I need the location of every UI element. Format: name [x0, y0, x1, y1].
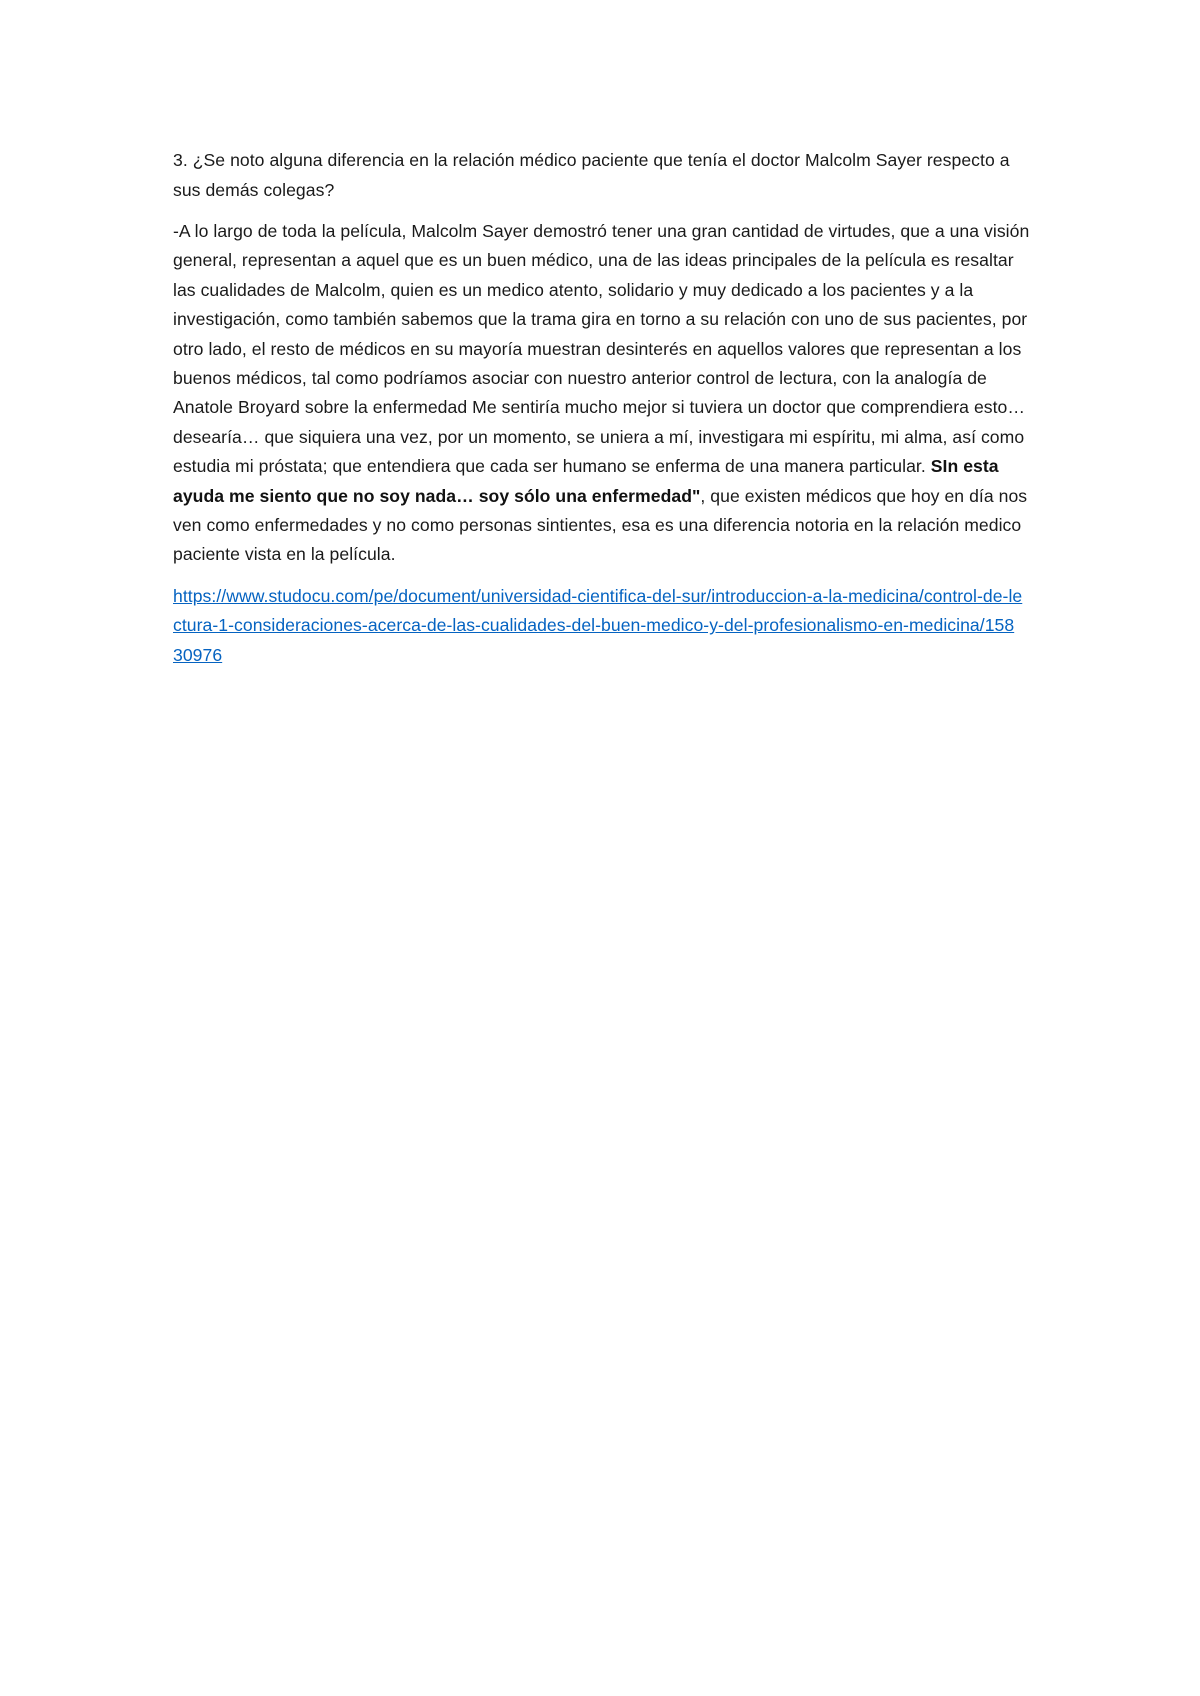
answer-paragraph — [173, 217, 1033, 570]
question-paragraph: 3. ¿Se noto alguna diferencia en la relación médico paciente que tenía el doctor Malcolm Sayer respecto a sus demás colegas? — [173, 150, 1010, 200]
answer-bold-quote: SIn esta ayuda me siento que no soy nada… soy sólo una enfermedad" — [173, 456, 999, 506]
source-link[interactable]: https://www.studocu.com/pe/document/universidad-cientifica-del-sur/introduccion-a-la-medicina/control-de-lectura-1-consideraciones-acerca-de-las-cualidades-del-buen-medico-y-del-profesionalismo-en-medicina/15830976 — [173, 585, 1023, 665]
document-body — [173, 146, 1033, 670]
answer-text-conclusion: , que existen médicos que hoy en día nos ven como enfermedades y no como personas sintientes, esa es una diferencia notoria en la relación medico paciente vista en la película. — [173, 485, 1028, 565]
answer-text-intro: -A lo largo de toda la película, Malcolm Sayer demostró tener una gran cantidad de virtudes, que a una visión general, representan a aquel que es un buen médico, una de las ideas principales de la película es resaltar las cualidades de Malcolm, quien es un medico atento, solidario y muy dedicado a los pacientes y a la investigación, como también sabemos que la trama gira en torno a su relación con uno de sus pacientes, por otro lado, el resto de médicos en su mayoría muestran desinterés en aquellos valores que representan a los buenos médicos, tal como podríamos asociar con nuestro anterior control de lectura, con la analogía de Anatole Broyard sobre la enfermedad Me sentiría mucho mejor si tuviera un doctor que comprendiera esto… desearía… que siquiera una vez, por un momento, se uniera a mí, investigara mi espíritu, mi alma, así como estudia mi próstata; que entendiera que cada ser humano se enferma de una manera particular. — [173, 221, 1030, 477]
